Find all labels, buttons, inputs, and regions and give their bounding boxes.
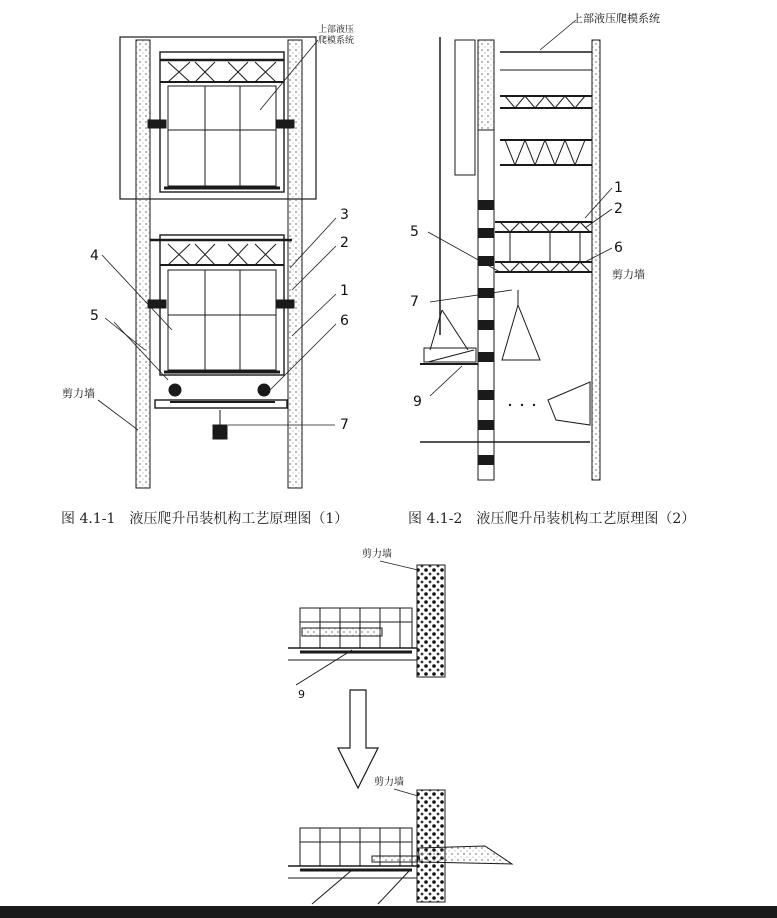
fig2-label-9: 9 [413, 394, 422, 410]
fig3-label-shear-wall-bottom: 剪力墙 [374, 777, 404, 788]
fig2-labels [410, 11, 660, 410]
fig2-label-upper-system: 上部液压爬模系统 [572, 12, 660, 25]
fig2-upper-system [455, 40, 592, 175]
fig3-label-9: 9 [298, 688, 305, 701]
fig1-upper-formwork [148, 52, 294, 192]
fig3-down-arrow [338, 690, 378, 788]
fig1-label-2: 2 [340, 235, 349, 251]
fig3-top-wall [417, 565, 445, 677]
fig3-labels [298, 547, 418, 796]
figure1-diagram [98, 37, 336, 488]
fig1-right-wall [288, 40, 302, 488]
fig1-label-shear-wall: 剪力墙 [62, 387, 95, 400]
fig2-caption: 图 4.1-2 液压爬升吊装机构工艺原理图（2） [408, 511, 696, 527]
fig2-label-2: 2 [614, 201, 623, 217]
fig3-bottom-wall [417, 790, 445, 902]
fig1-lower-formwork [148, 235, 294, 439]
fig3-label-shear-wall-top: 剪力墙 [362, 549, 392, 560]
fig2-lower-truss [495, 222, 592, 272]
figure3-diagram [288, 565, 512, 904]
fig1-label-1: 1 [340, 283, 349, 299]
fig1-label-7: 7 [340, 417, 349, 433]
fig2-label-shear-wall: 剪力墙 [612, 268, 645, 281]
fig1-label-4: 4 [90, 248, 99, 264]
fig1-label-6: 6 [340, 313, 349, 329]
figure2-diagram [420, 20, 612, 480]
fig1-left-wall [136, 40, 150, 488]
fig2-label-5: 5 [410, 224, 419, 240]
fig1-label-3: 3 [340, 207, 349, 223]
bottom-bar [0, 906, 777, 918]
fig1-label-upper-1: 上部液压 [318, 25, 355, 35]
fig2-label-7: 7 [410, 294, 419, 310]
fig1-label-upper-2: 爬模系统 [318, 36, 355, 46]
fig2-label-1: 1 [614, 180, 623, 196]
fig2-right-wall [592, 40, 600, 480]
fig2-basket [420, 310, 478, 364]
fig2-label-6: 6 [614, 240, 623, 256]
fig1-caption: 图 4.1-1 液压爬升吊装机构工艺原理图（1） [61, 511, 349, 527]
fig1-hoist [213, 425, 227, 439]
fig1-label-5: 5 [90, 308, 99, 324]
